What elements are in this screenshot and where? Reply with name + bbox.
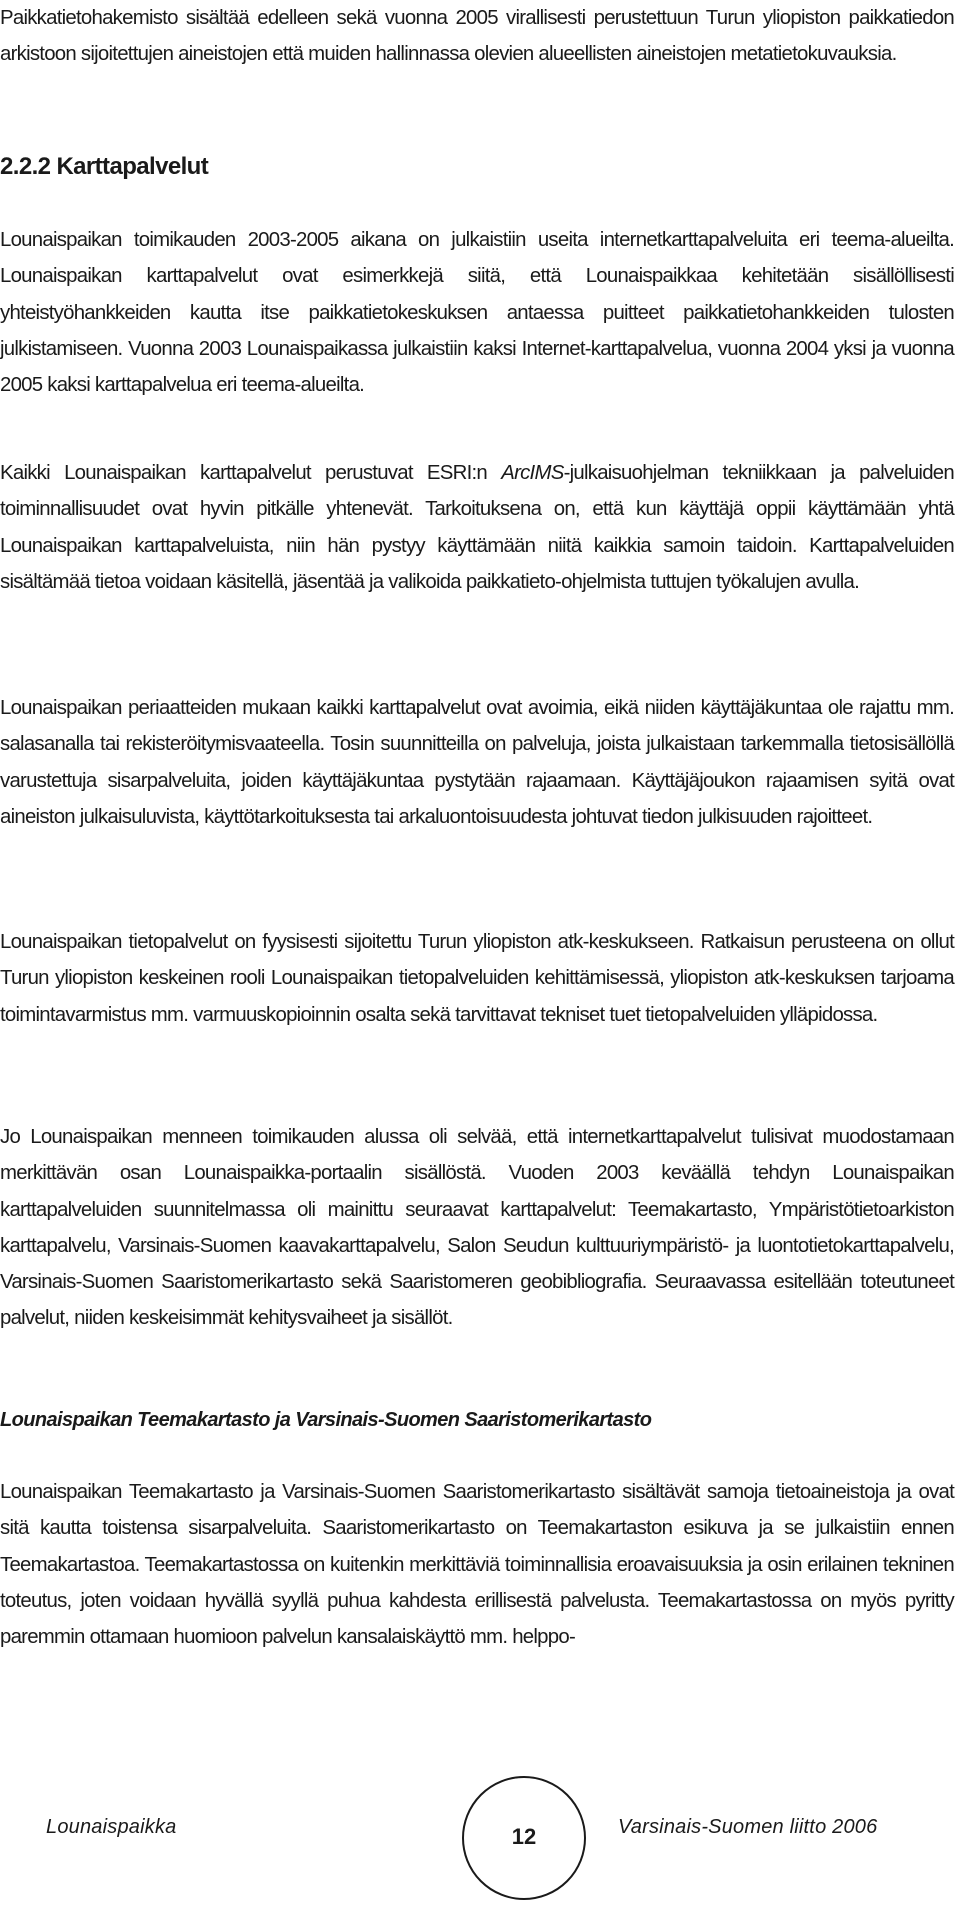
page-number-badge (462, 1776, 586, 1900)
body-paragraph-3: Lounaispaikan periaatteiden mukaan kaikki karttapalvelut ovat avoimia, eikä niiden käyttäjäkuntaa ole rajattu mm. salasanalla tai rekisteröitymisvaateella. Tosin suunnitteilla on palveluja, joista julkaistaan tarkemmalla tietosisällöllä varustettuja sisarpalveluita, joiden käyttäjäkuntaa pystytään rajaamaan. Käyttäjäjoukon rajaamisen syitä ovat aineiston julkaisuluvista, käyttötarkoituksesta tai arkaluontoisuudesta johtuvat tiedon julkisuuden rajoitteet. (0, 697, 954, 828)
footer-publication-name: Lounaispaikka (46, 1816, 177, 1838)
body-paragraph-6: Lounaispaikan Teemakartasto ja Varsinais-Suomen Saaristomerikartasto sisältävät samoja tietoaineistoja ja ovat sitä kautta toistensa sisarpalveluita. Saaristomerikartasto on Teemakartaston esikuva ja se julkaistiin ennen Teemakartastoa. Teemakartastossa on kuitenkin merkittäviä toiminnallisia eroavaisuuksia ja osin erilainen tekninen toteutus, joten voidaan hyvällä syyllä puhua kahdesta erillisestä palvelusta. Teemakartastossa on myös pyritty paremmin ottamaan huomioon palvelun kansalaiskäyttö mm. helppo- (0, 1481, 954, 1649)
arcims-italic-term: ArcIMS (501, 462, 564, 484)
subsection-heading: Lounaispaikan Teemakartasto ja Varsinais-Suomen Saaristomerikartasto (0, 1409, 652, 1431)
section-heading: 2.2.2 Karttapalvelut (0, 153, 209, 180)
page-number: 12 (511, 1824, 537, 1849)
body-paragraph-4: Lounaispaikan tietopalvelut on fyysisesti sijoitettu Turun yliopiston atk-keskukseen. Ratkaisun perusteena on ollut Turun yliopiston keskeinen rooli Lounaispaikan tietopalveluiden kehittämisessä, yliopiston atk-keskuksen tarjoama toimintavarmistus mm. varmuuskopioinnin osalta sekä tarvittavat tekniset tuet tietopalveluiden ylläpidossa. (0, 931, 954, 1026)
body-paragraph-1: Lounaispaikan toimikauden 2003-2005 aikana on julkaistiin useita internetkarttapalveluita eri teema-alueilta. Lounaispaikan karttapalvelut ovat esimerkkejä siitä, että Lounaispaikkaa kehitetään sisällöllisesti yhteistyöhankkeiden kautta itse paikkatietokeskuksen antaessa puitteet paikkatietohankkeiden tulosten julkistamiseen. Vuonna 2003 Lounaispaikassa julkaistiin kaksi Internet-karttapalvelua, vuonna 2004 yksi ja vuonna 2005 kaksi karttapalvelua eri teema-alueilta. (0, 229, 954, 397)
body-paragraph-5: Jo Lounaispaikan menneen toimikauden alussa oli selvää, että internetkarttapalvelut tulisivat muodostamaan merkittävän osan Lounaispaikka-portaalin sisällöstä. Vuoden 2003 keväällä tehdyn Lounaispaikan karttapalveluiden suunnitelmassa oli mainittu seuraavat karttapalvelut: Teemakartasto, Ympäristötietoarkiston karttapalvelu, Varsinais-Suomen kaavakarttapalvelu, Salon Seudun kulttuuriympäristö- ja luontotietokarttapalvelu, Varsinais-Suomen Saaristomerikartasto sekä Saaristomeren geobibliografia. Seuraavassa esitellään toteutuneet palvelut, niiden keskeisimmät kehitysvaiheet ja sisällöt. (0, 1126, 954, 1330)
intro-paragraph: Paikkatietohakemisto sisältää edelleen sekä vuonna 2005 virallisesti perustettuun Turun yliopiston paikkatiedon arkistoon sijoitettujen aineistojen että muiden hallinnassa olevien alueellisten aineistojen metatietokuvauksia. (0, 7, 954, 66)
body-paragraph-2 (0, 455, 954, 600)
paragraph-2-text-end: -julkaisuohjelman tekniikkaan ja palveluiden toiminnallisuudet ovat hyvin pitkälle yhtenevät. Tarkoituksena on, että kun käyttäjä oppii käyttämään yhtä Lounaispaikan karttapalveluista, niin hän pystyy käyttämään niitä kaikkia samoin taidoin. Karttapalveluiden sisältämää tietoa voidaan käsitellä, jäsentää ja valikoida paikkatieto-ohjelmista tuttujen työkalujen avulla. (0, 462, 954, 593)
footer-publisher: Varsinais-Suomen liitto 2006 (618, 1816, 878, 1838)
paragraph-2-text-start: Kaikki Lounaispaikan karttapalvelut perustuvat ESRI:n (0, 462, 502, 484)
